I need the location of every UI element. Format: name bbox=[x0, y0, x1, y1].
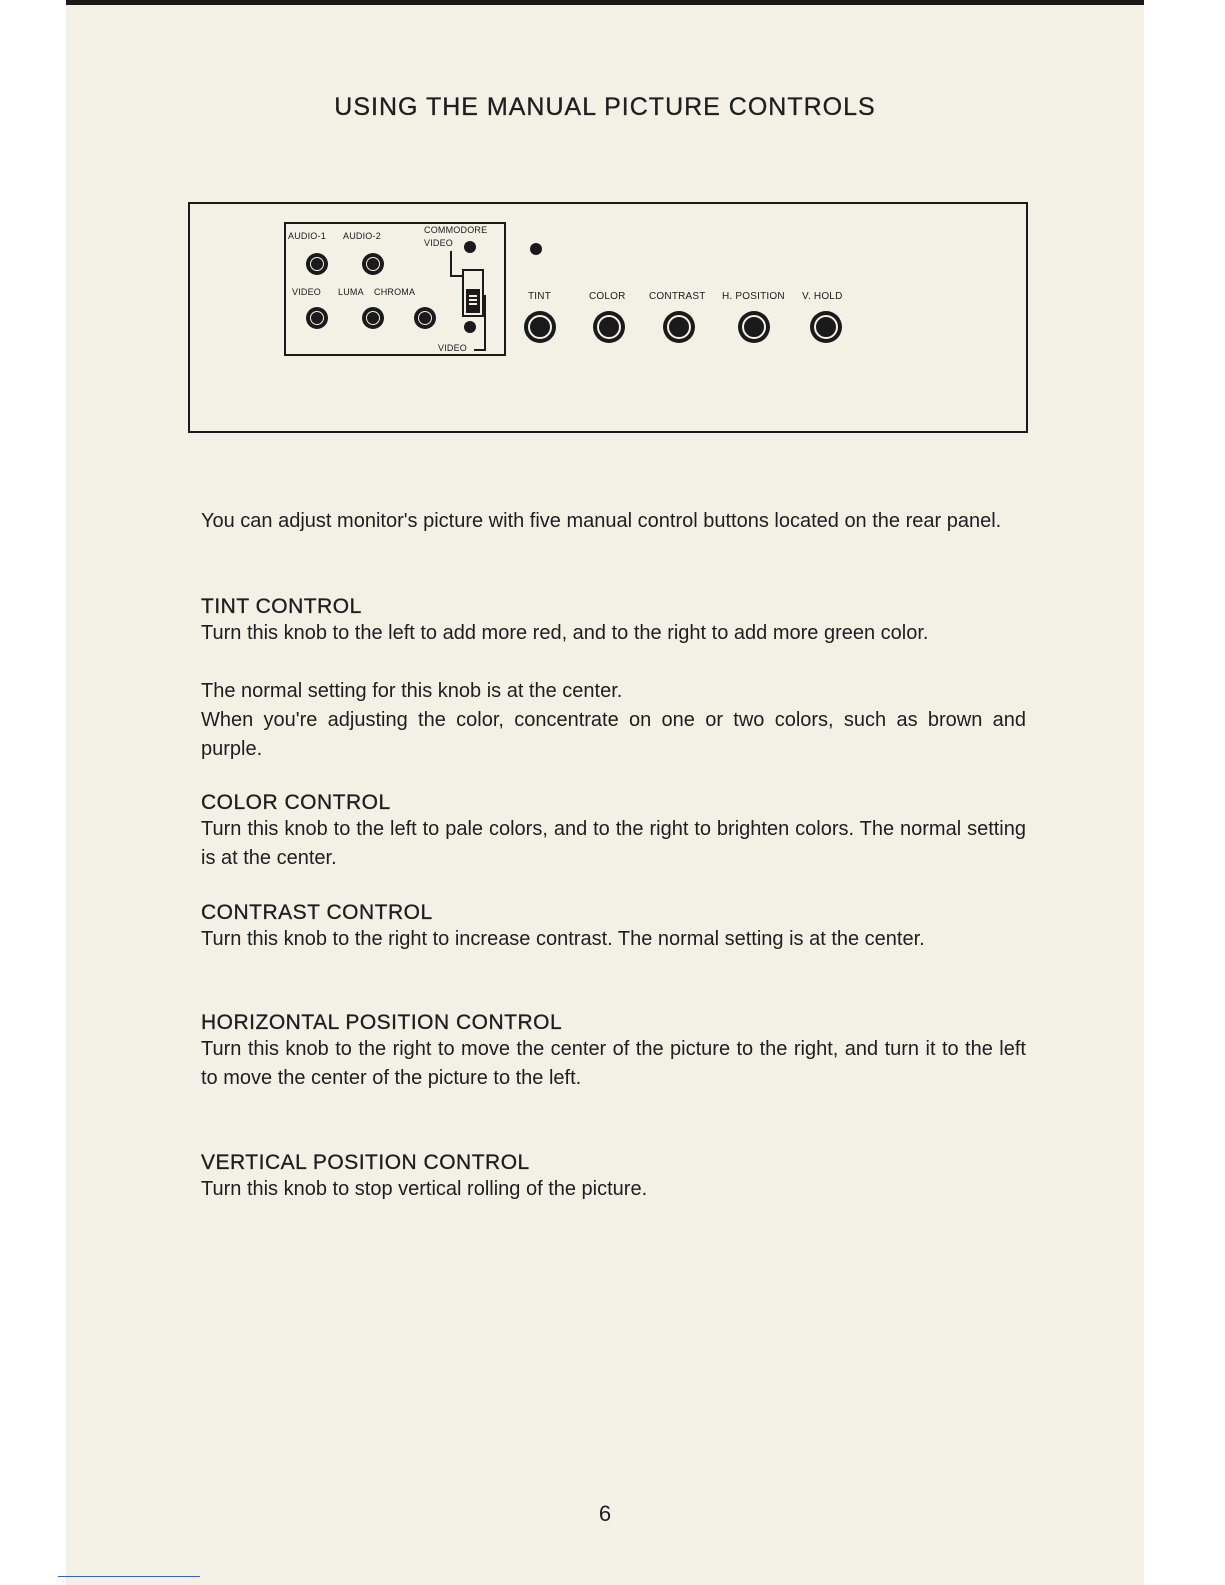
tint-knob-icon bbox=[524, 311, 556, 343]
switch-wire-bottom bbox=[484, 295, 486, 351]
chroma-label: CHROMA bbox=[374, 287, 416, 297]
page-title: USING THE MANUAL PICTURE CONTROLS bbox=[334, 93, 876, 121]
audio2-jack-icon bbox=[362, 253, 384, 275]
switch-wire-bottom-h bbox=[474, 349, 486, 351]
contrast-paragraph: Turn this knob to the right to increase contrast. The normal setting is at the center. bbox=[201, 928, 925, 950]
video-label: VIDEO bbox=[292, 287, 322, 297]
audio1-label: AUDIO-1 bbox=[288, 231, 326, 241]
tint-paragraph-2: The normal setting for this knob is at the center. bbox=[201, 680, 623, 702]
luma-label: LUMA bbox=[338, 287, 364, 297]
audio2-label: AUDIO-2 bbox=[343, 231, 381, 241]
contrast-knob-icon bbox=[663, 311, 695, 343]
page-margin bbox=[1144, 0, 1225, 1585]
color-paragraph: Turn this knob to the left to pale colors, and to the right to brighten colors. The normal setting is at the center. bbox=[201, 818, 1026, 869]
h-position-label: H. POSITION bbox=[722, 291, 785, 302]
indicator-dot-icon bbox=[530, 243, 542, 255]
video-jack-small-icon bbox=[464, 321, 476, 333]
color-label: COLOR bbox=[589, 291, 626, 302]
commodore-video-label: VIDEO bbox=[424, 238, 454, 248]
tint-label: TINT bbox=[528, 291, 552, 302]
v-hold-label: V. HOLD bbox=[802, 291, 843, 302]
page-number: 6 bbox=[598, 1501, 612, 1526]
manual-page bbox=[66, 0, 1144, 1585]
chroma-jack-icon bbox=[414, 307, 436, 329]
video-switch-label: VIDEO bbox=[438, 343, 468, 353]
contrast-heading: CONTRAST CONTROL bbox=[201, 901, 433, 924]
horizontal-position-heading: HORIZONTAL POSITION CONTROL bbox=[201, 1011, 563, 1034]
commodore-video-jack-icon bbox=[464, 241, 476, 253]
intro-paragraph: You can adjust monitor's picture with five manual control buttons located on the rear panel. bbox=[201, 510, 1002, 532]
horizontal-position-paragraph: Turn this knob to the right to move the center of the picture to the right, and turn it to the left to move the center of the picture to the left. bbox=[201, 1038, 1026, 1089]
contrast-label: CONTRAST bbox=[649, 291, 706, 302]
v-hold-knob-icon bbox=[810, 311, 842, 343]
video-jack-icon bbox=[306, 307, 328, 329]
color-heading: COLOR CONTROL bbox=[201, 791, 391, 814]
bottom-rule bbox=[58, 1576, 200, 1577]
luma-jack-icon bbox=[362, 307, 384, 329]
tint-paragraph-3: When you're adjusting the color, concentrate on one or two colors, such as brown and purple. bbox=[201, 709, 1026, 760]
color-knob-icon bbox=[593, 311, 625, 343]
switch-wire-top bbox=[450, 251, 452, 277]
commodore-label: COMMODORE bbox=[424, 225, 488, 235]
video-selector-switch-icon bbox=[462, 269, 484, 317]
tint-heading: TINT CONTROL bbox=[201, 595, 362, 618]
tint-paragraph-1: Turn this knob to the left to add more red, and to the right to add more green color. bbox=[201, 622, 929, 644]
audio1-jack-icon bbox=[306, 253, 328, 275]
vertical-position-heading: VERTICAL POSITION CONTROL bbox=[201, 1151, 530, 1174]
h-position-knob-icon bbox=[738, 311, 770, 343]
vertical-position-paragraph: Turn this knob to stop vertical rolling of the picture. bbox=[201, 1178, 648, 1200]
